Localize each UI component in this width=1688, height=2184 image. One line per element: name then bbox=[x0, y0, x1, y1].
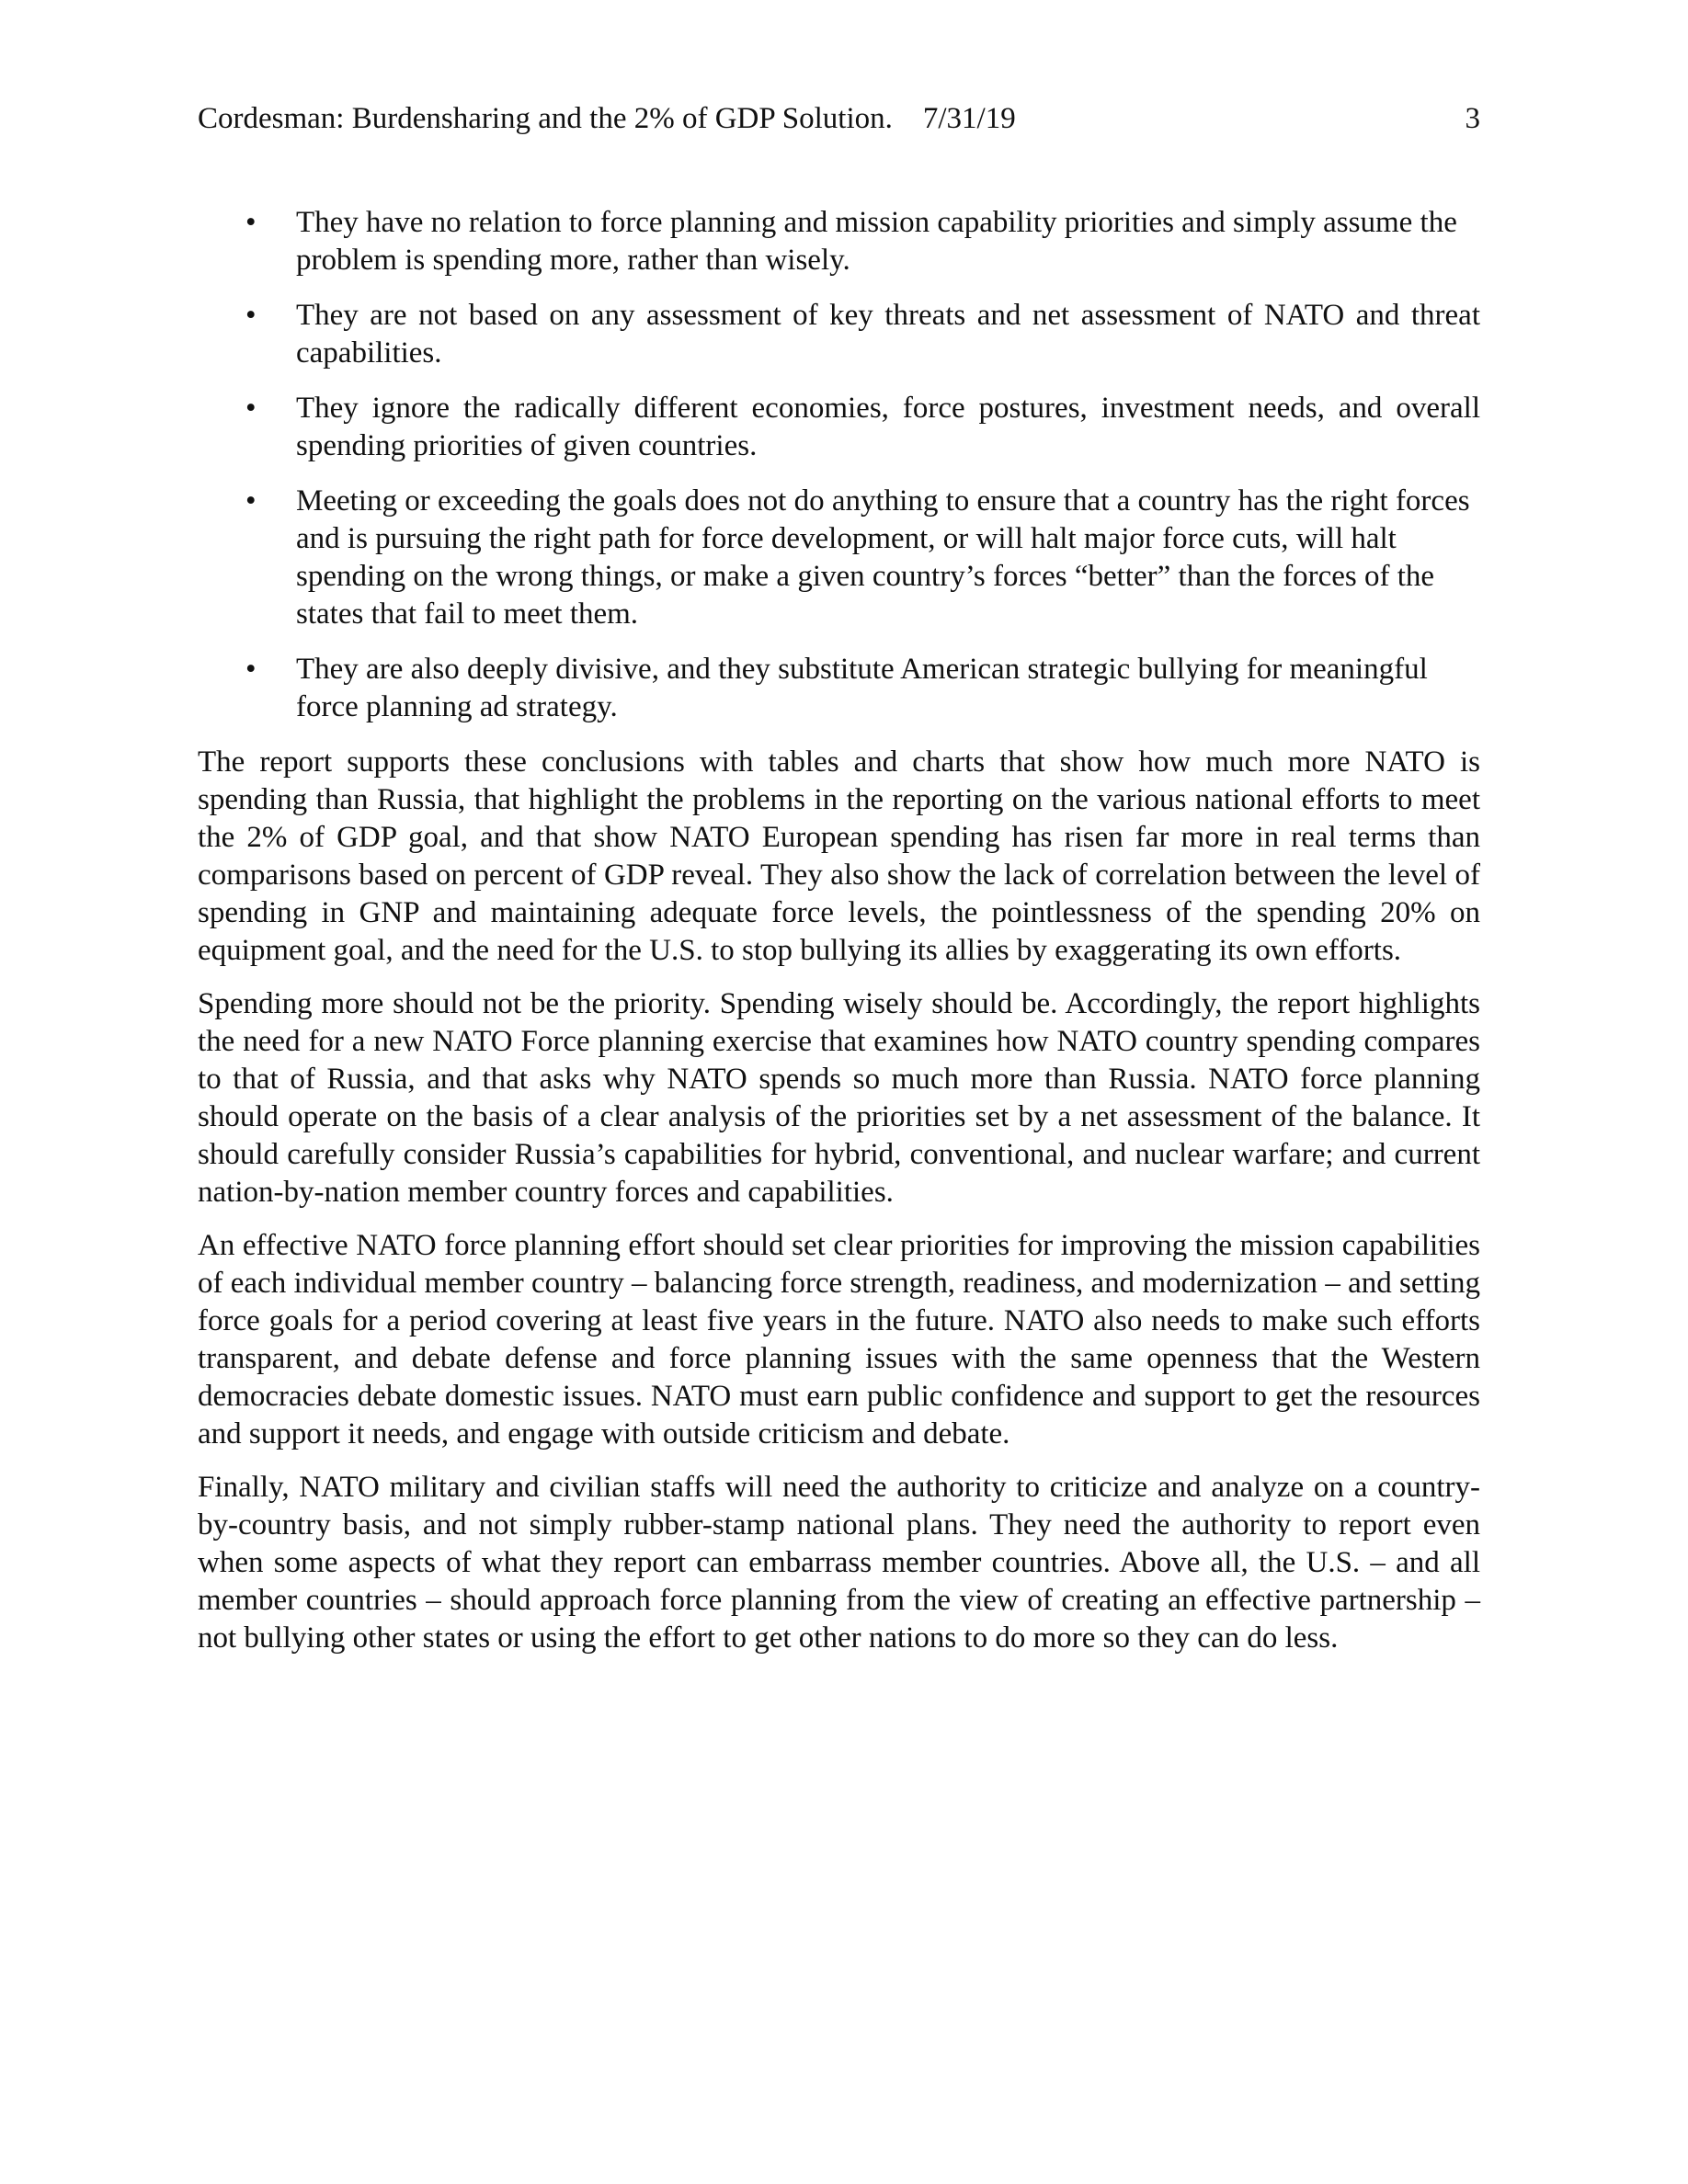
list-item-text: They ignore the radically different economies, force postures, investment needs, and overall spending priorities of given countries. bbox=[296, 392, 1480, 462]
body-paragraph: Spending more should not be the priority. Spending wisely should be. Accordingly, the report highlights the need for a new NATO Force planning exercise that examines how NATO country spending compares to that of Russia, and that asks why NATO spends so much more than Russia. NATO force planning should operate on the basis of a clear analysis of the priorities set by a net assessment of the balance. It should carefully consider Russia’s capabilities for hybrid, conventional, and nuclear warfare; and current nation-by-nation member country forces and capabilities. bbox=[198, 987, 1480, 1209]
body-paragraph: Finally, NATO military and civilian staffs will need the authority to criticize and analyze on a country-by-country basis, and not simply rubber-stamp national plans. They need the authority to report even when some aspects of what they report can embarrass member countries. Above all, the U.S. – and all member countries – should approach force planning from the view of creating an effective partnership – not bullying other states or using the effort to get other nations to do more so they can do less. bbox=[198, 1471, 1480, 1655]
bullet-icon: • bbox=[245, 392, 257, 425]
list-item bbox=[198, 483, 1480, 633]
list-item-text: They are not based on any assessment of key threats and net assessment of NATO and threat capabilities. bbox=[296, 299, 1480, 370]
page-header bbox=[198, 96, 1480, 142]
bullet-list bbox=[198, 204, 1480, 726]
list-item-text: They are also deeply divisive, and they substitute American strategic bullying for meaningful force planning ad strategy. bbox=[296, 653, 1428, 723]
bullet-icon: • bbox=[245, 653, 257, 686]
page-number: 3 bbox=[1465, 102, 1480, 135]
body-paragraph: The report supports these conclusions with tables and charts that show how much more NATO is spending than Russia, that highlight the problems in the reporting on the various national efforts to meet the 2% of GDP goal, and that show NATO European spending has risen far more in real terms than comparisons based on percent of GDP reveal. They also show the lack of correlation between the level of spending in GNP and maintaining adequate force levels, the pointlessness of the spending 20% on equipment goal, and the need for the U.S. to stop bullying its allies by exaggerating its own efforts. bbox=[198, 745, 1480, 967]
list-item bbox=[198, 204, 1480, 279]
list-item bbox=[198, 297, 1480, 372]
body-paragraph: An effective NATO force planning effort should set clear priorities for improving the mission capabilities of each individual member country – balancing force strength, readiness, and modernization – and setting force goals for a period covering at least five years in the future. NATO also needs to make such efforts transparent, and debate defense and force planning issues with the same openness that the Western democracies debate domestic issues. NATO must earn public confidence and support to get the resources and support it needs, and engage with outside criticism and debate. bbox=[198, 1229, 1480, 1450]
list-item bbox=[198, 651, 1480, 726]
running-title: Cordesman: Burdensharing and the 2% of GDP Solution. 7/31/19 bbox=[198, 102, 1016, 135]
list-item bbox=[198, 390, 1480, 465]
list-item-text: Meeting or exceeding the goals does not do anything to ensure that a country has the right forces and is pursuing the right path for force development, or will halt major force cuts, will halt spending on the wrong things, or make a given country’s forces “better” than the forces of the states that fail to meet them. bbox=[296, 484, 1470, 631]
page-body bbox=[198, 204, 1480, 1673]
bullet-icon: • bbox=[245, 206, 257, 239]
bullet-icon: • bbox=[245, 484, 257, 518]
bullet-icon: • bbox=[245, 299, 257, 332]
list-item-text: They have no relation to force planning and mission capability priorities and simply assume the problem is spending more, rather than wisely. bbox=[296, 206, 1457, 277]
